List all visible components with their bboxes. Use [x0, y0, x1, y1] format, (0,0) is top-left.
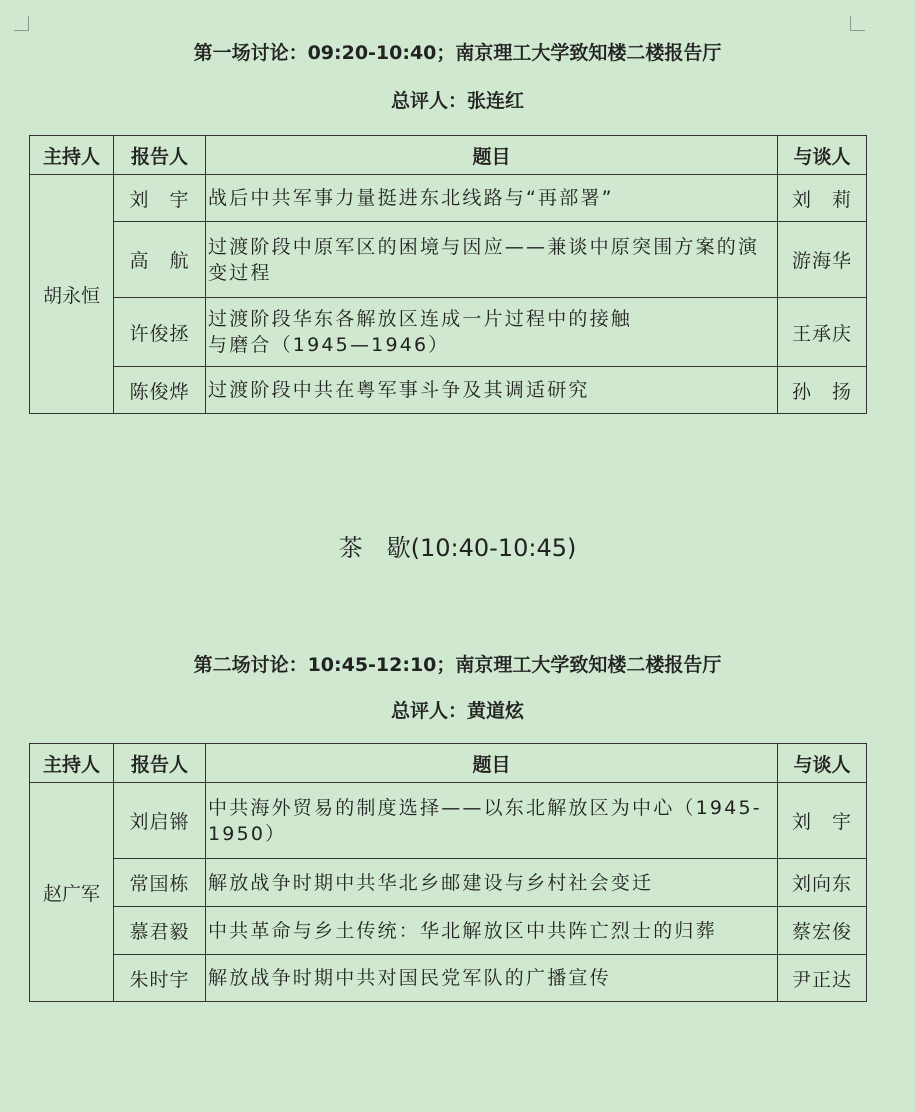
report-title: 解放战争时期中共对国民党军队的广播宣传 — [206, 955, 778, 1002]
reporter-name: 慕君毅 — [114, 907, 206, 955]
header-reporter: 报告人 — [114, 136, 206, 175]
discussant-name: 王承庆 — [778, 298, 867, 367]
discussant-name: 刘 宇 — [778, 783, 867, 859]
report-title: 过渡阶段中共在粤军事斗争及其调适研究 — [206, 367, 778, 414]
table-row — [30, 859, 867, 907]
discussant-name: 刘 莉 — [778, 175, 867, 222]
reporter-name: 陈俊烨 — [114, 367, 206, 414]
table-row — [30, 907, 867, 955]
table-header-row — [30, 136, 867, 175]
host-name: 赵广军 — [30, 783, 114, 1002]
reporter-name: 高 航 — [114, 222, 206, 298]
session1-heading: 第一场讨论：09:20-10:40；南京理工大学致知楼二楼报告厅 — [193, 42, 722, 64]
header-host: 主持人 — [30, 744, 114, 783]
table-row — [30, 367, 867, 414]
discussant-name: 尹正达 — [778, 955, 867, 1002]
host-name: 胡永恒 — [30, 175, 114, 414]
page-corner-mark-left — [14, 16, 29, 31]
header-reporter: 报告人 — [114, 744, 206, 783]
table-header-row — [30, 744, 867, 783]
report-title: 战后中共军事力量挺进东北线路与“再部署” — [206, 175, 778, 222]
report-title: 中共革命与乡土传统：华北解放区中共阵亡烈士的归葬 — [206, 907, 778, 955]
header-title: 题目 — [206, 744, 778, 783]
session1-commentator: 总评人：张连红 — [390, 90, 524, 112]
table-row — [30, 783, 867, 859]
discussant-name: 蔡宏俊 — [778, 907, 867, 955]
header-title: 题目 — [206, 136, 778, 175]
reporter-name: 朱时宇 — [114, 955, 206, 1002]
page-corner-mark-right — [850, 16, 865, 31]
session1-table — [29, 135, 867, 414]
header-host: 主持人 — [30, 136, 114, 175]
header-discussant: 与谈人 — [778, 744, 867, 783]
reporter-name: 常国栋 — [114, 859, 206, 907]
tea-break-title: 茶 歇(10:40-10:45) — [338, 534, 577, 562]
table-row — [30, 222, 867, 298]
discussant-name: 游海华 — [778, 222, 867, 298]
table-row — [30, 175, 867, 222]
discussant-name: 刘向东 — [778, 859, 867, 907]
session2-table — [29, 743, 867, 1002]
session2-commentator: 总评人：黄道炫 — [390, 700, 524, 722]
table-row — [30, 955, 867, 1002]
report-title — [206, 298, 778, 367]
report-title: 中共海外贸易的制度选择——以东北解放区为中心（1945-1950） — [206, 783, 778, 859]
reporter-name: 刘启锵 — [114, 783, 206, 859]
table-row — [30, 298, 867, 367]
reporter-name: 刘 宇 — [114, 175, 206, 222]
report-title-line1: 过渡阶段华东各解放区连成一片过程中的接触 — [208, 308, 633, 330]
report-title: 解放战争时期中共华北乡邮建设与乡村社会变迁 — [206, 859, 778, 907]
session2-heading: 第二场讨论：10:45-12:10；南京理工大学致知楼二楼报告厅 — [193, 654, 722, 676]
report-title: 过渡阶段中原军区的困境与因应——兼谈中原突围方案的演变过程 — [206, 222, 778, 298]
discussant-name: 孙 扬 — [778, 367, 867, 414]
report-title-line2: 与磨合（1945—1946） — [208, 334, 450, 356]
reporter-name: 许俊拯 — [114, 298, 206, 367]
header-discussant: 与谈人 — [778, 136, 867, 175]
